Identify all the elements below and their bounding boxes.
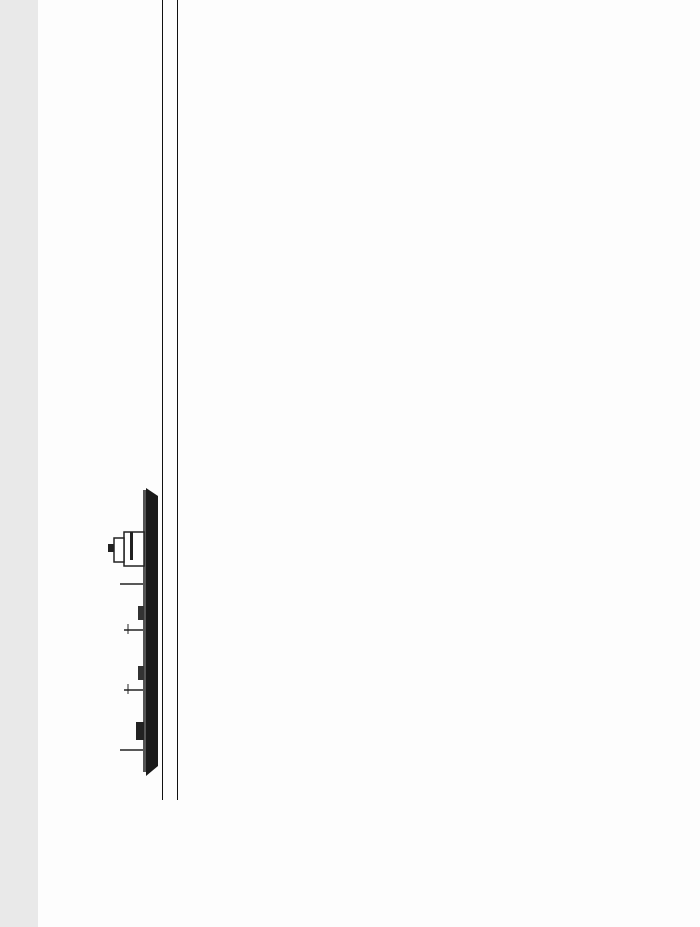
table-header xyxy=(162,0,177,800)
header-rule-top xyxy=(162,0,163,800)
rotated-table-stage xyxy=(100,0,680,800)
header-rule-bottom xyxy=(177,0,178,800)
ship-illustration xyxy=(106,480,162,780)
